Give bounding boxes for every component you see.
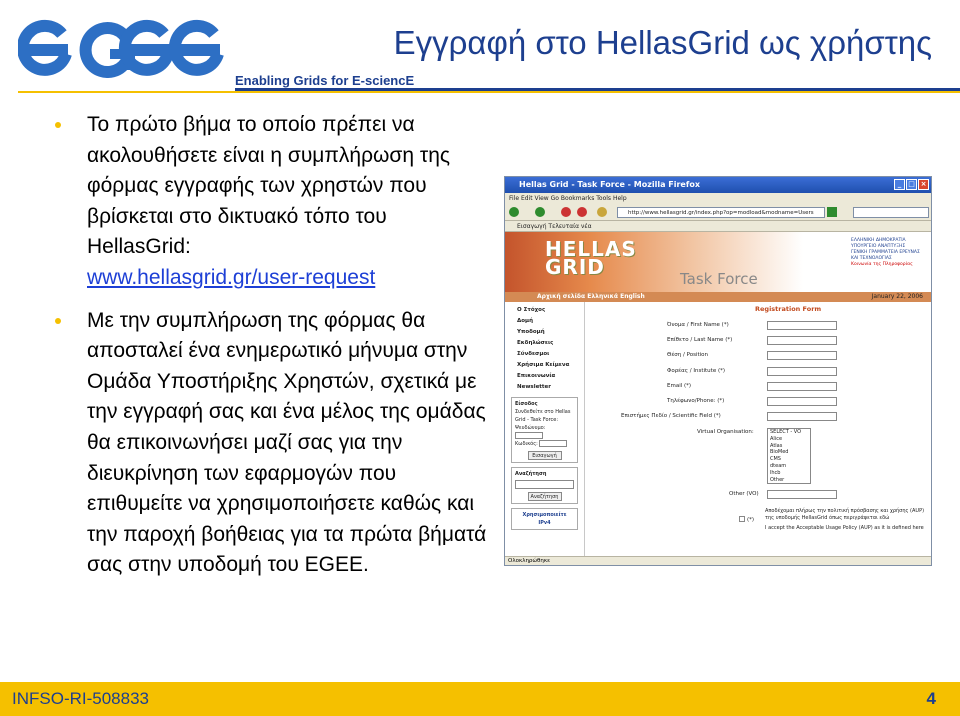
institute-input[interactable]	[767, 367, 837, 376]
bullet-item-2	[55, 306, 495, 581]
vo-option[interactable]: SELECT - VO	[770, 429, 802, 435]
field-vo-label: Virtual Organisation:	[697, 429, 754, 435]
site-nav-bar	[505, 292, 931, 302]
url-bar[interactable]: http://www.hellasgrid.gr/index.php?op=modload&modname=Users	[617, 207, 825, 218]
field-phone-label: Τηλέφωνο/Phone: (*)	[667, 398, 725, 404]
google-search-box[interactable]	[853, 207, 929, 218]
hellasgrid-logo	[545, 237, 637, 279]
egee-logo-graphic	[18, 18, 250, 78]
last-name-input[interactable]	[767, 336, 837, 345]
search-title: Αναζήτηση	[515, 471, 547, 477]
vo-option[interactable]: dteam	[770, 462, 787, 469]
gov-line-2: ΥΠΟΥΡΓΕΙΟ ΑΝΑΠΤΥΞΗΣ	[851, 244, 906, 249]
gov-line-4: ΚΑΙ ΤΕΧΝΟΛΟΓΙΑΣ	[851, 256, 892, 261]
aup-english: I accept the Acceptable Usage Policy (AUP) as it is defined here	[765, 525, 924, 531]
vo-option[interactable]: CMS	[770, 456, 781, 463]
logo-bottom: GRID	[545, 255, 605, 279]
registration-form	[587, 302, 932, 566]
sidebar-item-goal[interactable]: Ο Στόχος	[517, 307, 546, 313]
slide-header	[0, 0, 960, 92]
login-pass-label: Κωδικός:	[515, 441, 538, 447]
field-first-name-label: Όνομα / First Name (*)	[667, 322, 729, 328]
slide-footer	[0, 682, 960, 716]
aup-greek: Αποδέχομαι πλήρως την πολιτική πρόσβασης και χρήσης (AUP) της υποδομής HellasGrid όπως περιγράφεται εδώ	[765, 508, 925, 521]
sidebar-item-contact[interactable]: Επικοινωνία	[517, 373, 556, 379]
ipv6-box	[511, 508, 578, 530]
footer-page-number: 4	[926, 689, 936, 708]
gov-line-5: Κοινωνία της Πληροφορίας	[851, 262, 913, 267]
bullet-2-text: Με την συμπλήρωση της φόρμας θα αποσταλεί ένα ενημερωτικό μήνυμα στην Ομάδα Υποστήριξης Χρηστών, σχετικά με την εγγραφή σας και ένα μέλος της ομάδας θα επικοινωνήσει μαζί σας για την διευκρίνηση των εφαρμογών που επιθυμείτε να χρησιμοποιήσετε καθώς και την παροχή βοήθειας για τα πρώτα βήματά σας στην υποδομή του EGEE.	[87, 308, 487, 577]
google-search-input[interactable]	[515, 480, 574, 489]
logo-top: HELLAS	[545, 237, 637, 261]
search-box	[511, 467, 578, 504]
registration-form-screenshot	[504, 176, 932, 566]
vo-option[interactable]: Other	[770, 476, 785, 483]
bullet-item-1	[55, 110, 495, 294]
browser-status-bar: Ολοκληρώθηκε	[505, 556, 931, 565]
position-input[interactable]	[767, 351, 837, 360]
password-input[interactable]	[539, 440, 567, 447]
sidebar-item-newsletter[interactable]: Newsletter	[517, 384, 552, 390]
maximize-icon[interactable]: □	[906, 179, 917, 190]
browser-title-bar	[505, 177, 931, 193]
site-nav-links[interactable]: Αρχική σελίδα Ελληνικά English	[537, 293, 645, 300]
field-institute-label: Φορέας / Institute (*)	[667, 368, 725, 374]
browser-nav-bar	[505, 204, 931, 221]
reload-icon[interactable]	[561, 207, 571, 217]
login-button[interactable]: Εισαγωγή	[528, 451, 562, 460]
tagline: Enabling Grids for E-sciencE	[235, 73, 415, 88]
phone-input[interactable]	[767, 397, 837, 406]
email-input[interactable]	[767, 382, 837, 391]
forward-icon[interactable]	[535, 207, 545, 217]
sidebar-item-events[interactable]: Εκδηλώσεις	[517, 340, 554, 346]
sidebar-item-documents[interactable]: Χρήσιμα Κείμενα	[517, 362, 570, 368]
field-position-label: Θέση / Position	[667, 352, 709, 358]
vo-option[interactable]: Atlas	[770, 442, 783, 449]
bookmarks-bar[interactable]: Εισαγωγή Τελευταία νέα	[505, 221, 931, 232]
registration-title: Registration Form	[755, 305, 822, 313]
site-sidebar	[505, 302, 585, 566]
egee-logo	[18, 18, 250, 78]
close-icon[interactable]: ×	[918, 179, 929, 190]
sidebar-menu	[505, 302, 584, 393]
minimize-icon[interactable]: _	[894, 179, 905, 190]
aup-required-mark: (*)	[747, 517, 755, 523]
site-header	[505, 232, 931, 292]
field-last-name-label: Επίθετο / Last Name (*)	[667, 337, 733, 343]
login-user-label: Ψευδώνυμο:	[515, 425, 546, 431]
taskforce-label: Task Force	[680, 270, 758, 288]
username-input[interactable]	[515, 432, 543, 439]
sidebar-item-links[interactable]: Σύνδεσμοι	[517, 351, 550, 357]
login-box	[511, 397, 578, 463]
bullet-list	[55, 110, 495, 581]
ipv6-line-1: Χρησιμοποιείτε	[522, 512, 567, 518]
vo-option[interactable]: Alice	[770, 435, 783, 442]
gov-line-1: ΕΛΛΗΝΙΚΗ ΔΗΜΟΚΡΑΤΙΑ	[851, 238, 906, 243]
slide-title: Εγγραφή στο HellasGrid ως χρήστης	[393, 24, 932, 61]
go-icon[interactable]	[827, 207, 837, 217]
field-other-vo-label: Other (VO)	[729, 491, 759, 497]
ipv6-line-2: IPv4	[538, 520, 551, 526]
sidebar-item-structure[interactable]: Δομή	[517, 318, 533, 324]
vo-option[interactable]: BioMed	[770, 449, 789, 456]
user-request-link[interactable]: www.hellasgrid.gr/user-request	[87, 265, 376, 289]
gov-line-3: ΓΕΝΙΚΗ ΓΡΑΜΜΑΤΕΙΑ ΕΡΕΥΝΑΣ	[851, 250, 920, 255]
field-email-label: Email (*)	[667, 383, 692, 389]
vo-option[interactable]: lhcb	[770, 469, 781, 476]
vo-select[interactable]	[767, 428, 811, 484]
field-scientific-label: Επιστήμες Πεδίο / Scientific Field (*)	[621, 413, 721, 419]
back-icon[interactable]	[509, 207, 519, 217]
first-name-input[interactable]	[767, 321, 837, 330]
window-controls	[894, 179, 929, 190]
header-rule-yellow	[18, 91, 960, 93]
stop-icon[interactable]	[577, 207, 587, 217]
bullet-1-text: Το πρώτο βήμα το οποίο πρέπει να ακολουθήσετε είναι η συμπλήρωση της φόρμας εγγραφής των χρηστών που βρίσκεται στο δικτυακό τόπο του HellasGrid:	[87, 113, 450, 259]
footer-project-id: INFSO-RI-508833	[12, 689, 149, 708]
browser-window-title: Hellas Grid - Task Force - Mozilla Firefox	[519, 180, 700, 189]
search-button[interactable]: Αναζήτηση	[528, 492, 562, 501]
aup-checkbox[interactable]	[739, 516, 745, 522]
aup-text	[765, 508, 925, 532]
sidebar-item-infrastructure[interactable]: Υποδομή	[517, 329, 545, 335]
browser-menu-bar[interactable]: File Edit View Go Bookmarks Tools Help	[505, 193, 931, 204]
scientific-field-input[interactable]	[767, 412, 837, 421]
home-icon[interactable]	[597, 207, 607, 217]
login-desc: Συνδεθείτε στο Hellas Grid - Task Force:	[515, 409, 571, 423]
site-date: January 22, 2006	[871, 293, 923, 300]
other-vo-input[interactable]	[767, 490, 837, 499]
gov-logo-block	[851, 238, 923, 286]
login-title: Είσοδος	[515, 401, 538, 407]
